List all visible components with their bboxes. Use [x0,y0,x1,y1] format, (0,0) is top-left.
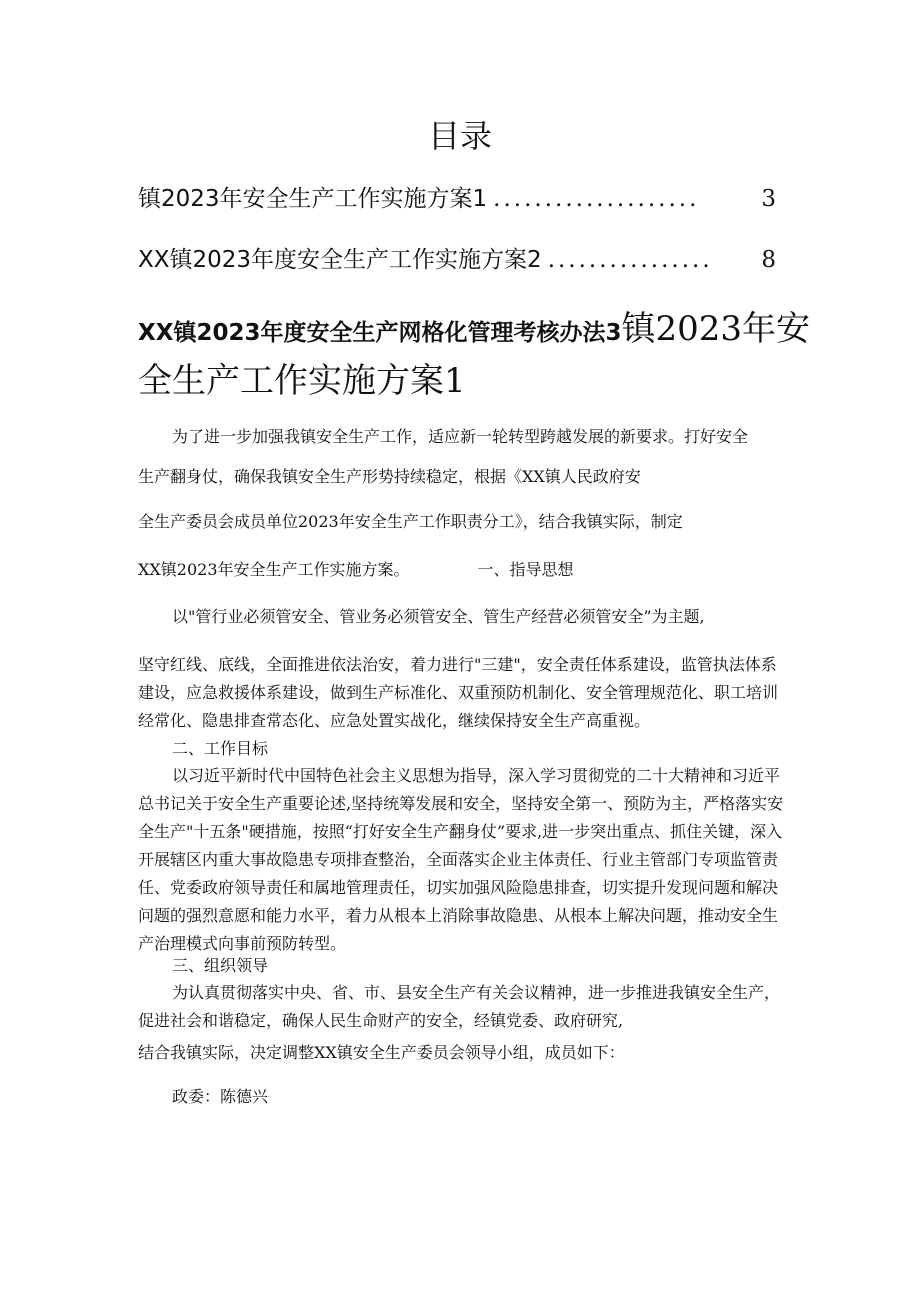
toc-entry-text: 镇2023年安全生产工作实施方案1 [138,186,488,212]
guiding-paragraph: 坚守红线、底线，全面推进依法治安，着力进行"三建"，安全责任体系建设，监管执法体系建设，应急救援体系建设，做到生产标准化、双重预防机制化、安全管理规范化、职工培训经常化、隐患排查常态化、应急处置实战化，继续保持安全生产高重视。 [138,655,779,730]
heading-line-2: 全生产工作实施方案1 [138,361,466,401]
guiding-line-1: 以"管行业必须管安全、管业务必须管安全、管生产经营必须管安全”为主题, [172,607,705,626]
toc-page-number: 3 [761,186,776,212]
toc-page-number: 8 [761,247,776,273]
toc-entry-2[interactable] [138,243,776,277]
intro-line-4 [138,556,574,584]
section-1-title: 一、指导思想 [477,560,574,579]
heading-toc-entry-3: XX镇2023年度安全生产网格化管理考核办法3 [138,320,622,346]
intro-line-3: 全生产委员会成员单位2023年安全生产工作职责分工》，结合我镇实际，制定 [138,512,683,531]
toc-entry-text: XX镇2023年度安全生产工作实施方案2 [138,247,542,273]
toc-entry-1[interactable] [138,182,776,216]
heading-title-start: 镇2023年安 [621,309,811,349]
toc-dot-leader: .................... [493,186,700,212]
member-line: 政委：陈德兴 [172,1087,269,1106]
toc-title: 目录 [427,117,492,155]
goal-paragraph: 以习近平新时代中国特色社会主义思想为指导，深入学习贯彻党的二十大精神和习近平总书记关于安全生产重要论述,坚持统筹发展和安全，坚持安全第一、预防为主，严格落实安全生产"十五条"硬措施，按照“打好安全生产翻身仗”要求,进一步突出重点、抓住关键，深入开展辖区内重大事故隐患专项排查整治，全面落实企业主体责任、行业主管部门专项监管责任、党委政府领导责任和属地管理责任，切实加强风险隐患排查，切实提升发现问题和解决问题的强烈意愿和能力水平，着力从根本上消除事故隐患、从根本上解决问题，推动安全生产治理模式向事前预防转型。 [138,766,784,953]
intro-line-2: 生产翻身仗，确保我镇安全生产形势持续稳定，根据《XX镇人民政府安 [138,467,641,486]
heading-line-1 [138,304,810,354]
section-3-title: 三、组织领导 [172,956,269,975]
org-paragraph: 为认真贯彻落实中央、省、市、县安全生产有关会议精神，进一步推进我镇安全生产，促进社会和谐稳定，确保人民生命财产的安全，经镇党委、政府研究, [138,983,781,1030]
intro-line-1: 为了进一步加强我镇安全生产工作，适应新一轮转型跨越发展的新要求。打好安全 [172,427,749,446]
org-line-2: 结合我镇实际，决定调整XX镇安全生产委员会领导小组，成员如下： [138,1043,625,1062]
toc-dot-leader: ................ [547,247,713,273]
section-2-title: 二、工作目标 [172,739,269,758]
intro-plan-name: XX镇2023年安全生产工作实施方案。 [138,560,410,579]
